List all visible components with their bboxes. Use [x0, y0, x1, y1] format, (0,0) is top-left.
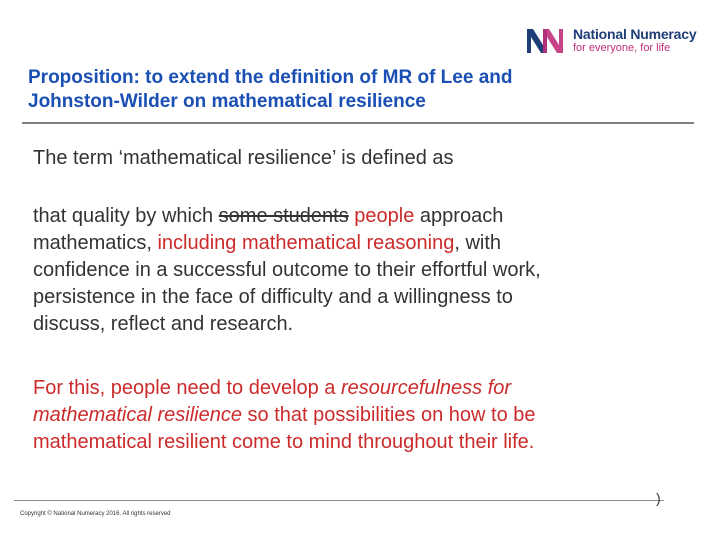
footer-divider: [14, 500, 664, 501]
definition-line-3: confidence in a successful outcome to their effortful work,: [33, 259, 541, 281]
title-line-1: Proposition: to extend the definition of MR of Lee and: [28, 67, 513, 88]
proposition-line-1: [33, 375, 673, 402]
italic-text: mathematical resilience: [33, 404, 242, 426]
definition-text: [33, 203, 673, 338]
page-number: ): [656, 490, 661, 506]
proposition-line-2: [33, 402, 673, 429]
logo-text: [573, 27, 696, 54]
italic-text: resourcefulness for: [341, 377, 512, 399]
proposition-text: [33, 375, 673, 456]
text-span: , with: [454, 232, 502, 254]
definition-line-1: [33, 203, 673, 230]
logo-tagline: for everyone, for life: [573, 41, 671, 54]
logo-name: National Numeracy: [573, 25, 697, 42]
title-line-2: Johnston-Wilder on mathematical resilience: [28, 91, 426, 112]
copyright-notice: Copyright © National Numeracy 2016. All rights reserved: [20, 511, 171, 517]
struck-text: some students: [218, 205, 349, 227]
national-numeracy-logo: [525, 24, 696, 56]
text-span: so that possibilities on how to be: [241, 404, 536, 426]
slide-title: [28, 66, 698, 114]
definition-intro: The term ‘mathematical resilience’ is defined as: [33, 147, 454, 169]
text-span: For this, people need to develop a: [33, 377, 341, 399]
definition-line-2: [33, 230, 673, 257]
text-span: that quality by which: [33, 205, 219, 227]
inserted-text: people: [354, 205, 415, 227]
definition-line-5: discuss, reflect and research.: [33, 313, 294, 335]
inserted-text: including mathematical reasoning: [157, 232, 455, 254]
nn-logo-icon: [525, 25, 565, 55]
text-span: approach: [414, 205, 504, 227]
text-span: mathematics,: [33, 232, 158, 254]
proposition-line-3: mathematical resilient come to mind throughout their life.: [33, 431, 535, 453]
definition-line-4: persistence in the face of difficulty and a willingness to: [33, 286, 513, 308]
title-divider: [22, 122, 694, 124]
